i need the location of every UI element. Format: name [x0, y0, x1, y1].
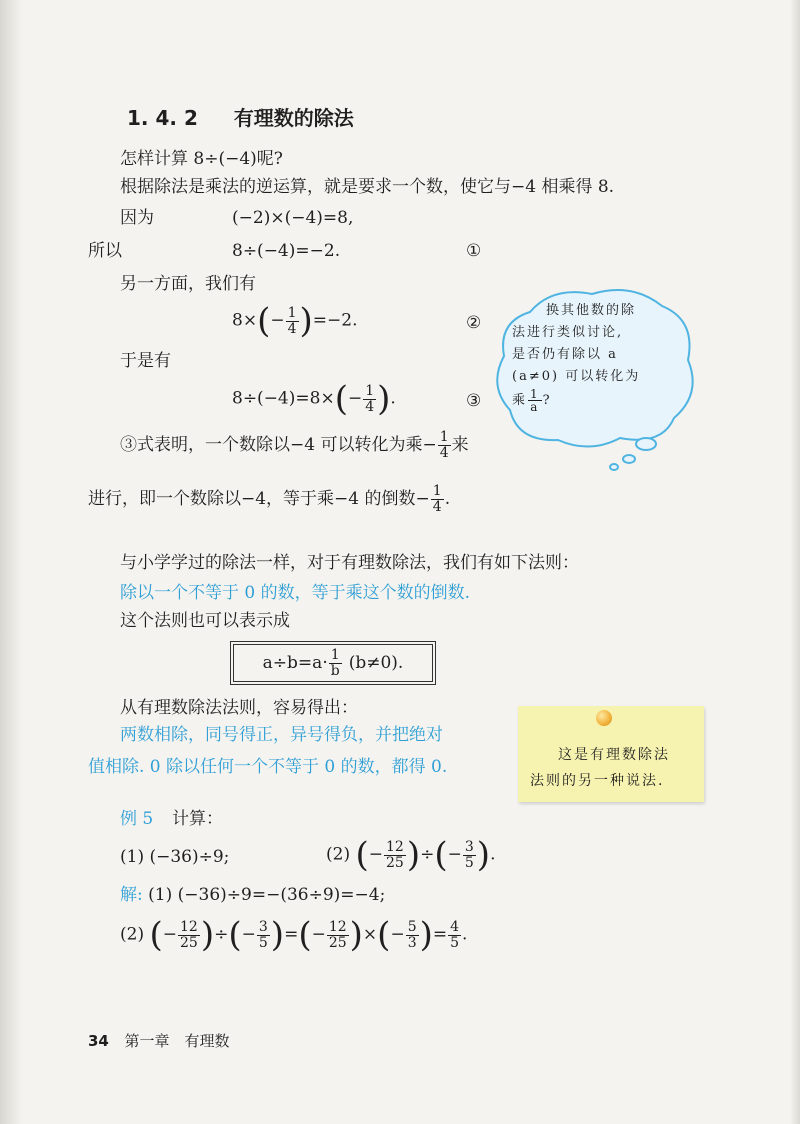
solution-2: (2) (− $\frac{12}{25}$ )÷(− $\frac{3}{5}$ )=(− $\frac{12}{25}$ )×(− $\frac{5}{3}$ )= $\frac{4}{5}$ . [120, 915, 468, 955]
conclusion-fraction-1 [438, 430, 451, 461]
equation-2: 8×(− $\frac{1}{4}$ )=−2. [232, 301, 358, 341]
equation-mark-1: ① [466, 241, 482, 261]
formula-num: 1 [329, 648, 342, 664]
page-footer [88, 1030, 229, 1051]
s2-period: . [462, 924, 468, 945]
rule-lead: 与小学学过的除法一样，对于有理数除法，我们有如下法则： [120, 553, 579, 573]
so-label: 所以 [88, 241, 122, 261]
s2-den-5: 5 [450, 934, 460, 951]
s2-equals-1: = [284, 924, 299, 945]
eq3-den: 4 [365, 398, 375, 415]
eq3-num: 1 [365, 382, 375, 399]
formula-fraction [329, 648, 342, 679]
s2-fraction-2 [257, 920, 270, 951]
s2-num-2: 3 [258, 918, 268, 935]
corollary-lead: 从有理数除法法则，容易得出： [120, 698, 358, 718]
eq3-minus: − [347, 388, 363, 409]
page-binding-shadow [0, 0, 22, 1124]
formula-right: (b≠0). [348, 653, 404, 673]
sticky-note-text [530, 742, 670, 794]
hence-text: 于是有 [120, 351, 171, 371]
section-heading [127, 102, 354, 131]
rule-statement: 除以一个不等于 0 的数，等于乘这个数的倒数. [120, 583, 471, 603]
cloud-line-2: 法进行类似讨论, [512, 325, 624, 340]
eq2-den: 4 [287, 320, 297, 337]
s2-divide: ÷ [214, 924, 229, 945]
intro-question: 怎样计算 8÷(−4)呢? [120, 149, 283, 169]
conclusion-den-2: 4 [432, 499, 442, 515]
corollary-line-1: 两数相除，同号得正，异号得负，并把绝对 [120, 725, 443, 745]
because-equation: (−2)×(−4)=8, [232, 208, 354, 228]
other-hand-text: 另一方面，我们有 [120, 274, 256, 294]
example-header [120, 808, 223, 830]
conclusion-line-2 [88, 484, 450, 515]
s2-num-3: 12 [328, 918, 347, 935]
pushpin-icon [596, 710, 612, 726]
so-equation: 8÷(−4)=−2. [232, 241, 341, 261]
s2-num-4: 5 [407, 918, 417, 935]
equation-mark-2: ② [466, 313, 482, 333]
page-number: 34 [88, 1032, 109, 1050]
s2-den-3: 25 [328, 934, 347, 951]
conclusion-line-1-text: ③式表明，一个数除以−4 可以转化为乘− [120, 435, 437, 455]
p2-minus-2: − [447, 844, 462, 865]
chapter-title: 第一章 有理数 [124, 1032, 230, 1050]
solution-1 [120, 884, 385, 906]
cloud-note-text [512, 300, 640, 413]
intro-reason: 根据除法是乘法的逆运算，就是要求一个数，使它与−4 相乘得 8. [120, 177, 615, 197]
p2-minus-1: − [368, 844, 384, 865]
solution-label: 解: [120, 885, 143, 905]
p2-den-2: 5 [464, 854, 474, 871]
eq2-minus: − [270, 310, 285, 331]
cloud-line-5 [512, 388, 640, 413]
rule-expressed: 这个法则也可以表示成 [120, 611, 290, 631]
formula-box [230, 641, 436, 685]
formula-den: b [330, 662, 340, 679]
s2-den-4: 3 [407, 934, 417, 951]
solution-2-label: (2) [120, 924, 145, 945]
because-label: 因为 [120, 208, 154, 228]
section-number: 1. 4. 2 [127, 106, 198, 130]
s2-fraction-4 [406, 920, 419, 951]
eq3-left: 8÷(−4)=8× [232, 388, 335, 409]
eq3-right: . [390, 388, 396, 409]
conclusion-den-1: 4 [439, 445, 449, 461]
conclusion-line-1-end: 来 [451, 435, 469, 455]
s2-minus-4: − [390, 924, 405, 945]
p2-den-1: 25 [386, 854, 404, 871]
cloud-fraction [528, 388, 542, 413]
conclusion-line-1 [120, 430, 469, 461]
p2-num-1: 12 [386, 838, 404, 855]
s2-minus-1: − [162, 924, 178, 945]
problem-1: (1) (−36)÷9; [120, 847, 230, 867]
example-task: 计算： [172, 809, 224, 829]
s2-fraction-1 [178, 920, 200, 951]
cloud-line-4: (a≠0) 可以转化为 [512, 369, 641, 384]
cloud-den: a [530, 400, 540, 414]
sticky-line-2: 法则的另一种说法. [530, 773, 665, 789]
p2-fraction-1 [384, 840, 406, 871]
conclusion-num-1: 1 [439, 429, 449, 445]
example-label: 例 5 [120, 809, 154, 829]
section-title: 有理数的除法 [233, 106, 354, 130]
conclusion-num-2: 1 [432, 483, 442, 499]
p2-fraction-2 [463, 840, 476, 871]
solution-1-text: (1) (−36)÷9=−(36÷9)=−4; [148, 885, 386, 905]
eq3-fraction [363, 384, 376, 415]
cloud-line-5-end: ? [542, 393, 552, 408]
cloud-line-5-text: 乘 [512, 393, 528, 408]
s2-minus-2: − [241, 924, 256, 945]
s2-den-1: 25 [180, 934, 198, 951]
eq2-fraction [286, 306, 299, 337]
conclusion-line-2-end: . [444, 489, 451, 509]
cloud-line-3: 是否仍有除以 a [512, 347, 618, 362]
s2-minus-3: − [311, 924, 326, 945]
conclusion-line-2-text: 进行，即一个数除以−4，等于乘−4 的倒数− [88, 489, 430, 509]
s2-den-2: 5 [258, 934, 268, 951]
p2-divide: ÷ [420, 844, 435, 865]
conclusion-fraction-2 [431, 484, 444, 515]
corollary-line-2: 值相除. 0 除以任何一个不等于 0 的数，都得 0. [88, 757, 448, 777]
cloud-num: 1 [530, 387, 540, 401]
eq2-num: 1 [287, 304, 297, 321]
p2-period: . [490, 844, 496, 865]
p2-num-2: 3 [464, 838, 474, 855]
eq2-right: =−2. [312, 310, 358, 331]
problem-2-label: (2) [326, 844, 351, 865]
problem-2: (2) (− $\frac{12}{25}$ )÷(− $\frac{3}{5}$ ). [326, 835, 496, 875]
s2-fraction-3 [327, 920, 349, 951]
sticky-line-1: 这是有理数除法 [558, 747, 670, 763]
equation-3: 8÷(−4)=8×(− $\frac{1}{4}$ ). [232, 379, 396, 419]
formula-left: a÷b=a· [262, 653, 328, 673]
s2-fraction-5 [448, 920, 461, 951]
s2-times: × [362, 924, 378, 945]
cloud-line-1: 换其他数的除 [546, 303, 637, 318]
equation-mark-3: ③ [466, 391, 482, 411]
s2-equals-2: = [432, 924, 448, 945]
s2-num-1: 12 [180, 918, 198, 935]
page-edge-shadow [790, 0, 800, 1124]
eq2-left: 8× [232, 310, 258, 331]
s2-num-5: 4 [450, 918, 460, 935]
